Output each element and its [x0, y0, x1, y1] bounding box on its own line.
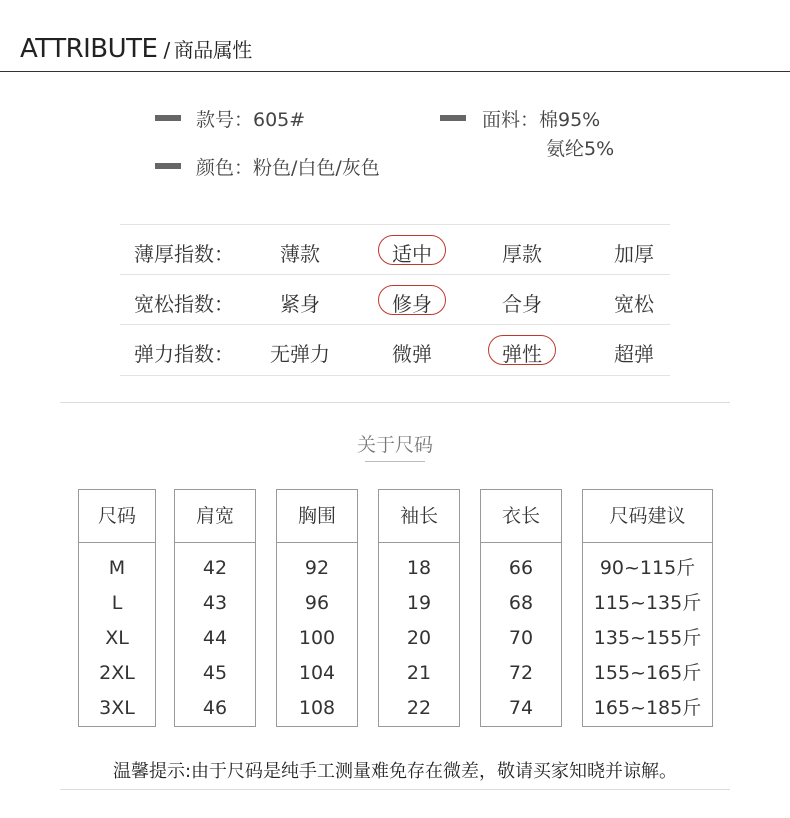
index-row-label: 宽松指数： — [134, 292, 234, 316]
index-row-label: 弹力指数： — [134, 342, 234, 366]
index-option: 厚款 — [502, 242, 542, 266]
size-cell: 70 — [508, 627, 534, 649]
size-cell: 43 — [202, 592, 228, 614]
index-option: 加厚 — [614, 242, 654, 266]
index-option: 紧身 — [280, 292, 320, 316]
size-column-body — [379, 543, 459, 726]
size-cell: 72 — [508, 662, 534, 684]
size-column — [480, 489, 562, 727]
attr-fabric-extra: 氨纶5% — [546, 138, 615, 160]
size-column-body — [583, 543, 712, 726]
size-cell: 45 — [202, 662, 228, 684]
size-cell: 92 — [304, 557, 330, 579]
size-column-header: 尺码 — [79, 490, 155, 543]
title-subtitle: 商品属性 — [173, 38, 252, 62]
size-note: 温馨提示:由于尺码是纯手工测量难免存在微差，敬请买家知晓并谅解。 — [112, 761, 678, 782]
size-cell: 108 — [298, 697, 336, 719]
size-column — [276, 489, 358, 727]
attr-fabric: 面料：棉95% — [482, 109, 601, 131]
dash-marker — [440, 115, 466, 121]
size-cell: 115~135斤 — [593, 592, 702, 614]
size-column — [78, 489, 156, 727]
index-option: 合身 — [502, 292, 542, 316]
size-cell: M — [108, 557, 126, 579]
size-cell: L — [111, 592, 123, 614]
attr-color: 颜色：粉色/白色/灰色 — [196, 157, 380, 179]
size-cell: 74 — [508, 697, 534, 719]
size-column — [582, 489, 713, 727]
size-cell: 19 — [406, 592, 432, 614]
index-row-label: 薄厚指数： — [134, 242, 234, 266]
index-option: 无弹力 — [270, 342, 330, 366]
size-column-header: 尺码建议 — [583, 490, 712, 543]
size-cell: 44 — [202, 627, 228, 649]
size-column-body — [175, 543, 255, 726]
size-column-header: 袖长 — [379, 490, 459, 543]
size-cell: XL — [105, 627, 129, 649]
size-cell: 3XL — [99, 697, 135, 719]
index-row — [120, 324, 670, 376]
index-option-selected: 修身 — [392, 292, 432, 316]
size-cell: 135~155斤 — [593, 627, 702, 649]
size-cell: 165~185斤 — [593, 697, 702, 719]
index-option: 超弹 — [614, 342, 654, 366]
size-cell: 155~165斤 — [593, 662, 702, 684]
size-cell: 18 — [406, 557, 432, 579]
index-option: 薄款 — [280, 242, 320, 266]
attr-style-no: 款号：605# — [196, 109, 306, 131]
size-column-header: 衣长 — [481, 490, 561, 543]
title-text: ATTRIBUTE — [20, 34, 158, 64]
size-column-body — [277, 543, 357, 726]
size-column — [174, 489, 256, 727]
size-column-body — [481, 543, 561, 726]
index-row — [120, 224, 670, 275]
size-column-header: 胸围 — [277, 490, 357, 543]
page-title — [20, 34, 252, 64]
index-option: 宽松 — [614, 292, 654, 316]
size-cell: 20 — [406, 627, 432, 649]
size-cell: 22 — [406, 697, 432, 719]
dash-marker — [155, 163, 181, 169]
title-separator: / — [163, 38, 170, 62]
size-cell: 2XL — [99, 662, 135, 684]
size-cell: 21 — [406, 662, 432, 684]
size-column-body — [79, 543, 155, 726]
size-title-underline — [365, 461, 425, 462]
size-column-header: 肩宽 — [175, 490, 255, 543]
index-option-selected: 适中 — [392, 242, 432, 266]
size-cell: 68 — [508, 592, 534, 614]
index-option: 微弹 — [392, 342, 432, 366]
size-section-title: 关于尺码 — [356, 434, 433, 456]
size-cell: 96 — [304, 592, 330, 614]
size-cell: 42 — [202, 557, 228, 579]
size-cell: 66 — [508, 557, 534, 579]
header-rule — [0, 71, 790, 72]
size-cell: 90~115斤 — [599, 557, 696, 579]
size-cell: 46 — [202, 697, 228, 719]
size-cell: 100 — [298, 627, 336, 649]
section-divider — [60, 402, 730, 403]
size-column — [378, 489, 460, 727]
index-row — [120, 274, 670, 325]
dash-marker — [155, 115, 181, 121]
size-cell: 104 — [298, 662, 336, 684]
bottom-divider — [60, 789, 730, 790]
index-option-selected: 弹性 — [502, 342, 542, 366]
